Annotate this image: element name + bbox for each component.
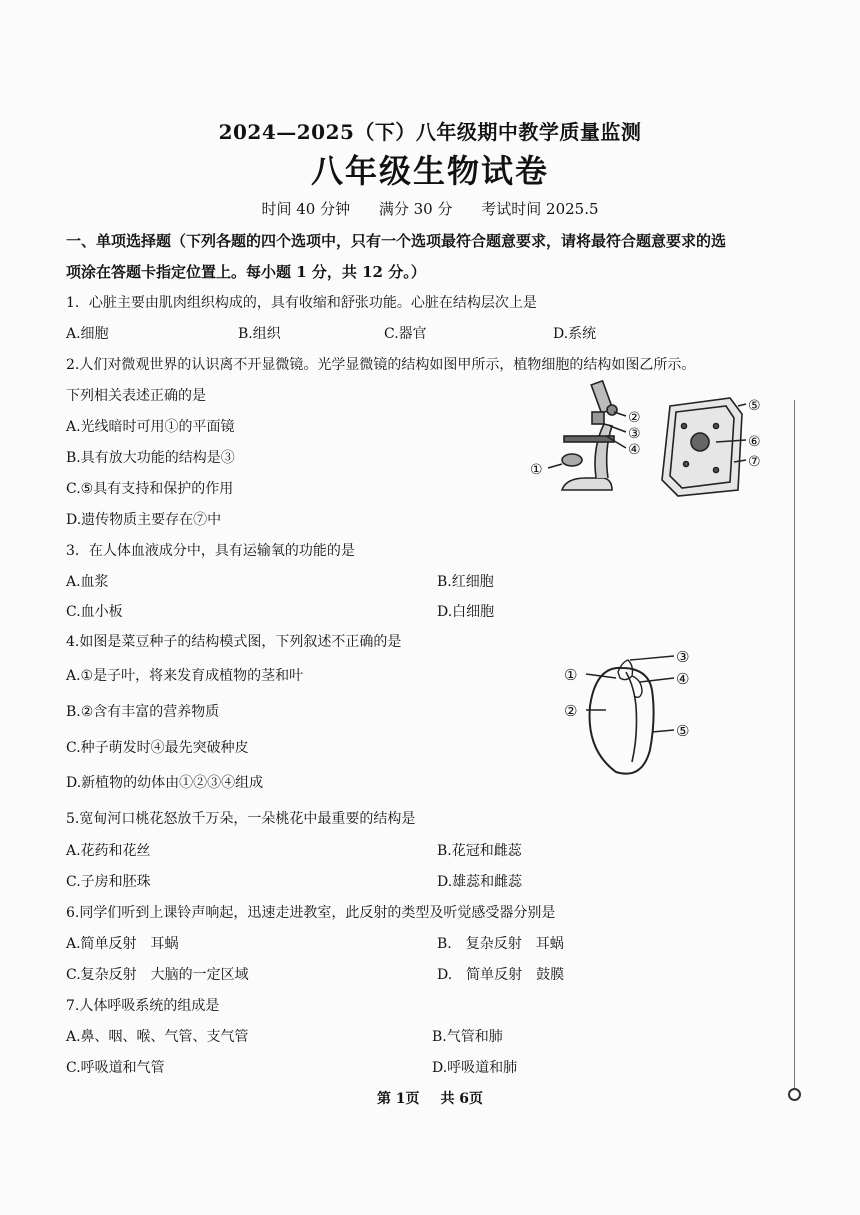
microscope-label-4: ④ xyxy=(628,442,641,458)
seed-label-1: ① xyxy=(564,666,578,684)
question-2-option-c: C.⑤具有支持和保护的作用 xyxy=(66,481,234,497)
exam-score: 满分 30 分 xyxy=(378,200,453,218)
page-title: 八年级生物试卷 xyxy=(310,152,549,190)
question-7-option-b: B.气管和肺 xyxy=(432,1029,503,1045)
question-6-stem: 6.同学们听到上课铃声响起，迅速走进教室，此反射的类型及听觉感受器分别是 xyxy=(66,905,556,921)
question-6-option-a: A.简单反射 耳蜗 xyxy=(66,936,179,952)
question-2-option-d: D.遗传物质主要存在⑦中 xyxy=(66,512,222,528)
microscope-label-2: ② xyxy=(628,410,641,426)
question-4-option-b: B.②含有丰富的营养物质 xyxy=(66,704,220,720)
cell-label-7: ⑦ xyxy=(748,454,761,470)
question-7-stem: 7.人体呼吸系统的组成是 xyxy=(66,998,220,1014)
bean-seed-figure xyxy=(556,646,706,780)
cell-label-5: ⑤ xyxy=(748,398,761,414)
question-4-option-d: D.新植物的幼体由①②③④组成 xyxy=(66,775,264,791)
question-5-option-c: C.子房和胚珠 xyxy=(66,874,151,890)
question-1-option-a: A.细胞 xyxy=(66,326,109,342)
seed-label-4: ④ xyxy=(676,670,690,688)
cell-label-6: ⑥ xyxy=(748,434,761,450)
page-footer xyxy=(0,1088,860,1108)
question-5-option-a: A.花药和花丝 xyxy=(66,843,151,859)
question-2-stem-line1: 2.人们对微观世界的认识离不开显微镜。光学显微镜的结构如图甲所示，植物细胞的结构如图乙所示。 xyxy=(66,357,696,373)
question-2-option-a: A.光线暗时可用①的平面镜 xyxy=(66,419,235,435)
page-number: 第 1页 xyxy=(376,1091,420,1107)
question-6-option-b: B. 复杂反射 耳蜗 xyxy=(437,936,564,952)
microscope-label-3: ③ xyxy=(628,426,641,442)
exam-header: 2024—2025（下）八年级期中教学质量监测 xyxy=(218,120,642,144)
question-1-stem: 1．心脏主要由肌肉组织构成的，具有收缩和舒张功能。心脏在结构层次上是 xyxy=(66,295,537,311)
question-6-option-c: C.复杂反射 大脑的一定区域 xyxy=(66,967,249,983)
question-3-stem: 3．在人体血液成分中，具有运输氧的功能的是 xyxy=(66,543,355,559)
seed-label-2: ② xyxy=(564,702,578,720)
scan-edge-line xyxy=(794,400,795,1090)
exam-duration: 时间 40 分钟 xyxy=(261,200,351,218)
seed-label-5: ⑤ xyxy=(676,722,690,740)
section-heading-line1: 一、单项选择题（下列各题的四个选项中，只有一个选项最符合题意要求，请将最符合题意要求的选 xyxy=(66,232,727,250)
question-4-option-a: A.①是子叶，将来发育成植物的茎和叶 xyxy=(66,668,304,684)
seed-label-3: ③ xyxy=(676,648,690,666)
question-5-option-b: B.花冠和雌蕊 xyxy=(437,843,522,859)
question-3-option-a: A.血浆 xyxy=(66,574,109,590)
question-7-option-a: A.鼻、咽、喉、气管、支气管 xyxy=(66,1029,249,1045)
question-3-option-d: D.白细胞 xyxy=(437,604,495,620)
question-2-option-b: B.具有放大功能的结构是③ xyxy=(66,450,235,466)
question-1-option-b: B.组织 xyxy=(238,326,281,342)
microscope-figure xyxy=(526,378,666,502)
question-5-option-d: D.雄蕊和雌蕊 xyxy=(437,874,523,890)
question-2-stem-line2: 下列相关表述正确的是 xyxy=(66,388,206,404)
exam-meta xyxy=(0,198,860,219)
question-1-option-c: C.器官 xyxy=(384,326,427,342)
question-3-option-b: B.红细胞 xyxy=(437,574,494,590)
question-5-stem: 5.宽甸河口桃花怒放千万朵，一朵桃花中最重要的结构是 xyxy=(66,811,416,827)
binding-hole xyxy=(788,1088,801,1101)
question-4-stem: 4.如图是菜豆种子的结构模式图，下列叙述不正确的是 xyxy=(66,634,402,650)
plant-cell-figure xyxy=(656,396,766,504)
question-3-option-c: C.血小板 xyxy=(66,604,123,620)
question-4-option-c: C.种子萌发时④最先突破种皮 xyxy=(66,740,249,756)
section-heading-line2: 项涂在答题卡指定位置上。每小题 1 分，共 12 分。） xyxy=(66,263,426,281)
exam-date: 考试时间 2025.5 xyxy=(481,200,599,218)
page-total: 共 6页 xyxy=(440,1091,484,1107)
question-7-option-d: D.呼吸道和肺 xyxy=(432,1060,518,1076)
question-6-option-d: D. 简单反射 鼓膜 xyxy=(437,967,565,983)
microscope-label-1: ① xyxy=(530,462,543,478)
question-7-option-c: C.呼吸道和气管 xyxy=(66,1060,165,1076)
question-1-option-d: D.系统 xyxy=(553,326,597,342)
